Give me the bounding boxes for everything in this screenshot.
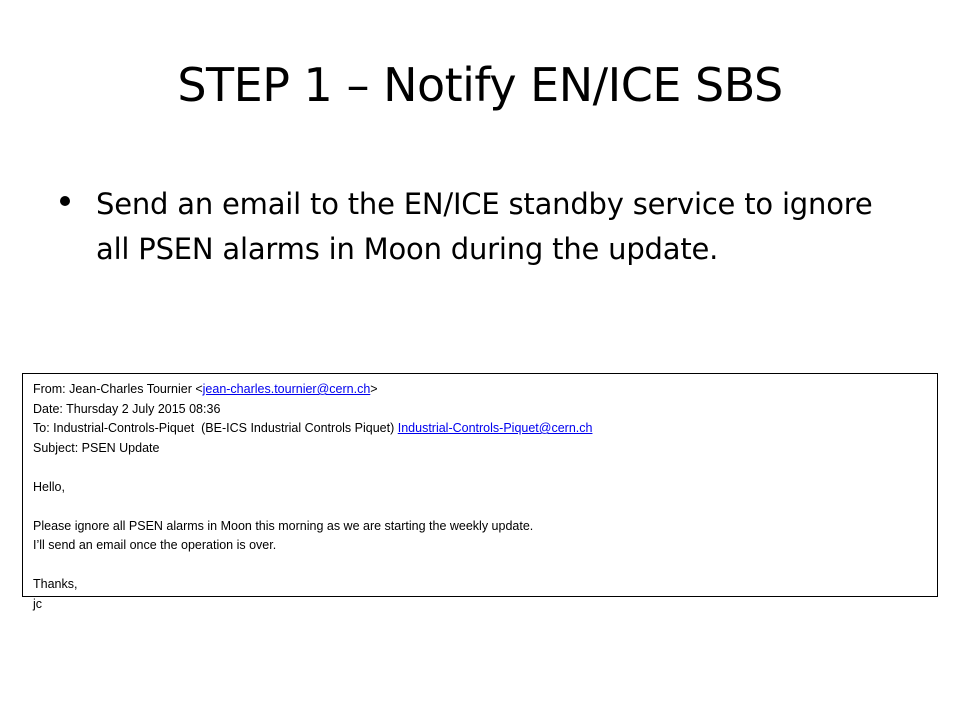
email-date-line: Date: Thursday 2 July 2015 08:36 — [33, 401, 221, 416]
slide-title: STEP 1 – Notify EN/ICE SBS — [177, 58, 783, 112]
email-from-prefix: From: Jean-Charles Tournier < — [33, 382, 203, 396]
email-spacer — [33, 458, 927, 478]
bullet-list — [60, 182, 880, 272]
email-body-line-2: I’ll send an email once the operation is over. — [33, 538, 277, 552]
email-to-prefix: To: Industrial-Controls-Piquet (BE-ICS Industrial Controls Piquet) — [33, 421, 398, 435]
email-message-box — [22, 373, 938, 611]
email-subject-line: Subject: PSEN Update — [33, 440, 160, 455]
email-from-line — [33, 380, 927, 400]
email-closing: Thanks, — [33, 577, 78, 591]
email-body-line-1: Please ignore all PSEN alarms in Moon this morning as we are starting the weekly update. — [33, 518, 534, 533]
email-greeting: Hello, — [33, 479, 65, 494]
email-from-address-link[interactable]: jean-charles.tournier@cern.ch — [202, 382, 371, 396]
email-spacer — [33, 497, 927, 517]
bullet-text: Send an email to the EN/ICE standby service to ignore all PSEN alarms in Moon during the update. — [96, 187, 873, 266]
email-spacer — [33, 556, 927, 576]
email-to-line — [33, 419, 927, 439]
email-from-suffix: > — [370, 382, 378, 396]
email-to-address-link[interactable]: Industrial-Controls-Piquet@cern.ch — [397, 421, 593, 435]
bullet-item — [60, 182, 880, 272]
email-signature: jc — [33, 596, 43, 611]
bullet-dot-icon — [60, 196, 70, 206]
